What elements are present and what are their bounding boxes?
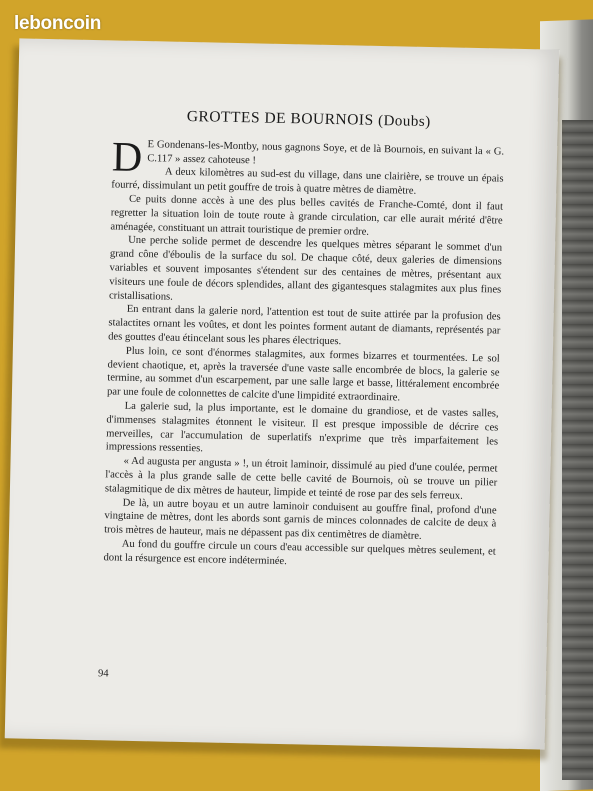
watermark-logo: leboncoin bbox=[14, 13, 102, 34]
paragraph-6: Plus loin, ce sont d'énormes stalagmites, aux formes bizarres et tourmentées. Le sol devient chaotique, et, après la traversée d'une vaste salle encombrée de blocs, la galerie se termine, au sommet d'un escarpement, par une salle large et basse, littéralement encombrée par une foule de colonnettes de calcite d'une limpidité extraordinaire. bbox=[106, 345, 500, 404]
page-number: 94 bbox=[97, 668, 109, 680]
page-text-block bbox=[103, 108, 504, 573]
title-text: GROTTES DE BOURNOIS bbox=[186, 107, 374, 129]
paragraph-10: Au fond du gouffre circule un cours d'eau accessible sur quelques mètres seulement, et dont la résurgence est encore indéterminée. bbox=[103, 538, 496, 567]
paragraph-1-text: E Gondenans-les-Montby, nous gagnons Soye, et de là Bournois, en suivant la « G. C.117 » assez cahoteuse ! bbox=[147, 138, 505, 166]
paragraph-7: La galerie sud, la plus importante, est le domaine du grandiose, et de vastes salles, d'immenses stalagmites étonnent le visiteur. Il est presque impossible de décrire ces merveilles, car l'accumulation de superlatifs n'exprime que très imparfaitement les impressions ressenties. bbox=[105, 400, 499, 455]
paragraph-2: A deux kilomètres au sud-est du village, dans une clairière, se trouve un épais fourré, dissimulant un petit gouffre de trois à quatre mètres de diamètre. bbox=[111, 166, 504, 197]
paragraph-5: En entrant dans la galerie nord, l'attention est tout de suite attirée par la profusion des stalactites ornant les voûtes, et dont les pointes forment autant de diamants, représentés par des gouttes d'eau étincelant sous les phares électriques. bbox=[108, 304, 501, 348]
paragraph-9: De là, un autre boyau et un autre laminoir conduisent au gouffre final, profond d'une vingtaine de mètres, dont les abords sont garnis de minces colonnades de calcite de deux à trois mètres de hauteur, mais ne dépassent pas dix centimètres de diamètre. bbox=[103, 497, 497, 543]
paragraph-8: « Ad augusta per angusta » !, un étroit laminoir, dissimulé au pied d'une coulée, permet l'accès à la plus grande salle de cette belle cavité de Bournois, où se trouve un pilier stalagmitique de dix mètres de hauteur, limpide et teinté de rose par des sels ferreux. bbox=[104, 455, 498, 502]
page-title bbox=[113, 108, 505, 131]
drop-cap: D bbox=[111, 134, 143, 181]
paragraph-3: Ce puits donne accès à une des plus belles cavités de Franche-Comté, dont il faut regretter la situation loin de toute route à grande circulation, car elle aurait mérité d'être aménagée, constituant un attrait touristique de premier ordre. bbox=[110, 193, 504, 238]
book-page bbox=[5, 38, 560, 749]
paragraph-4: Une perche solide permet de descendre les quelques mètres séparant le sommet d'un grand cône d'éboulis de la surface du sol. De chaque côté, deux galeries de dimensions variables et souvent imposantes s'étendent sur des centaines de mètres, présentant aux visiteurs une foule de décors splendides, allant des gigantesques stalagmites aux plus fines cristallisations. bbox=[108, 235, 503, 303]
facing-page-photo bbox=[562, 120, 593, 780]
title-region: (Doubs) bbox=[377, 112, 431, 131]
